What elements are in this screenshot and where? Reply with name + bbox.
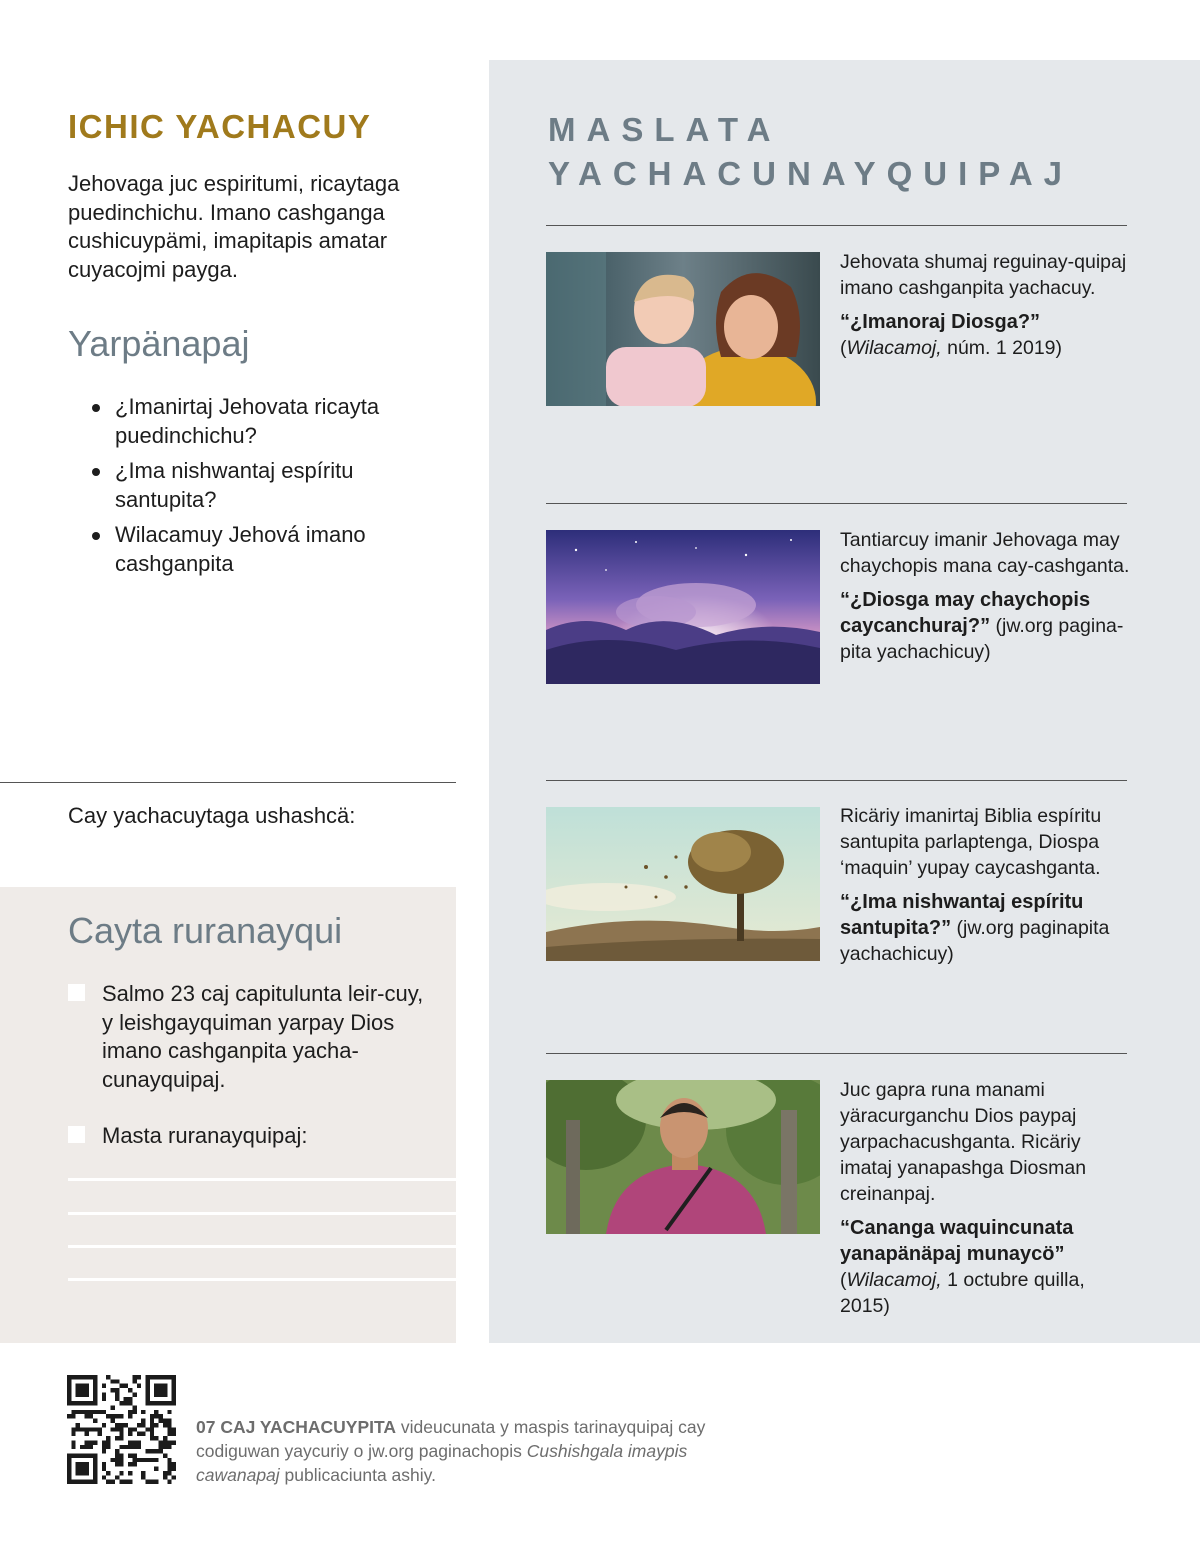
tree-in-wind-illustration[interactable] — [546, 807, 820, 961]
writing-line[interactable] — [68, 1245, 456, 1248]
goal-item — [68, 980, 428, 1094]
learn-more-heading-line: YACHACUNAYQUIPAJ — [548, 155, 1074, 192]
card-title: “Cananga waquincunata yanapänäpaj munaycö” — [840, 1217, 1074, 1265]
summary-text: Jehovaga juc espiritumi, ricaytaga puedinchichu. Imano cashganga cushicuypämi, imapitapis amatar cuyacojmi payga. — [68, 171, 400, 282]
resource-card — [840, 1077, 1130, 1319]
goals-heading: Cayta ruranayqui — [68, 910, 343, 951]
goal-text: Salmo 23 caj capitulunta leir-cuy, y leishgayquiman yarpay Dios imano cashganpita yacha-cunayquipaj. — [102, 981, 424, 1092]
checkbox[interactable] — [68, 1126, 85, 1143]
card-source-italic: Wilacamoj, — [846, 337, 942, 359]
card-description: Ricäriy imanirtaj Biblia espíritu santupita parlaptenga, Diospa ‘maquin’ yupay caycashganta. — [840, 805, 1102, 879]
divider — [546, 1053, 1127, 1054]
card-source-open: ( — [840, 337, 847, 359]
card-reference[interactable] — [840, 587, 1130, 665]
review-question: ¿Imanirtaj Jehovata ricayta puedinchichu? — [92, 393, 432, 450]
card-source: (jw.org paginapita yachachicuy) — [840, 917, 1110, 965]
resource-card — [840, 803, 1130, 967]
purple-sunset-sky-illustration[interactable] — [546, 530, 820, 684]
card-title: “¿Diosga may chaychopis caycanchuraj?” — [840, 589, 1091, 637]
card-title: “¿Ima nishwantaj espíritu santupita?” — [840, 891, 1084, 939]
review-list — [92, 393, 432, 585]
footer-lesson-label: 07 CAJ YACHACUYPITA — [196, 1417, 397, 1437]
review-heading: Yarpänapaj — [68, 323, 250, 364]
review-question: Wilacamuy Jehová imano cashganpita — [92, 521, 432, 578]
mother-with-baby-photo[interactable] — [546, 252, 820, 406]
card-source: 1 octubre quilla, 2015) — [840, 1269, 1085, 1317]
goals-panel — [0, 887, 456, 1343]
resource-card — [840, 249, 1130, 361]
divider — [0, 782, 456, 783]
learn-more-heading — [548, 108, 1073, 196]
card-reference[interactable] — [840, 309, 1130, 361]
review-question: ¿Ima nishwantaj espíritu santupita? — [92, 457, 432, 514]
card-title: “¿Imanoraj Diosga?” — [840, 311, 1041, 333]
divider — [546, 503, 1127, 504]
qr-code-icon[interactable] — [67, 1375, 176, 1484]
card-source: núm. 1 2019) — [941, 337, 1063, 359]
card-description: Tantiarcuy imanir Jehovaga may chaychopis mana cay-cashganta. — [840, 529, 1130, 577]
writing-line[interactable] — [68, 1278, 456, 1281]
learn-more-heading-line: MASLATA — [548, 111, 782, 148]
footer-text: videucunata y maspis tarinayquipaj cay codiguwan yaycuriy o jw.org paginachopis — [196, 1417, 706, 1461]
goal-item — [68, 1122, 428, 1151]
card-description: Jehovata shumaj reguinay-quipaj imano cashganpita yachacuy. — [840, 251, 1127, 299]
footer-publication-link[interactable]: Cushishgala imaypis cawanapaj — [196, 1441, 688, 1485]
divider — [546, 780, 1127, 781]
divider — [546, 225, 1127, 226]
goal-text: Masta ruranayquipaj: — [102, 1123, 308, 1148]
young-man-portrait-photo[interactable] — [546, 1080, 820, 1234]
card-reference[interactable] — [840, 1215, 1130, 1319]
card-source-italic: Wilacamoj, — [846, 1269, 942, 1291]
card-description: Juc gapra runa manami yäracurganchu Dios paypaj yarpachacushganta. Ricäriy imataj yanapashga Diosman creinanpaj. — [840, 1079, 1087, 1205]
writing-line[interactable] — [68, 1178, 456, 1181]
card-source-open: ( — [840, 1269, 847, 1291]
writing-line[interactable] — [68, 1212, 456, 1215]
completed-label: Cay yachacuytaga ushashcä: — [68, 803, 356, 828]
card-source: (jw.org pagina-pita yachachicuy) — [840, 615, 1124, 663]
footer-note — [196, 1415, 716, 1487]
checkbox[interactable] — [68, 984, 85, 1001]
resource-card — [840, 527, 1130, 665]
summary-heading: ICHIC YACHACUY — [68, 108, 372, 145]
card-reference[interactable] — [840, 889, 1130, 967]
footer-text: publicaciunta ashiy. — [279, 1465, 436, 1485]
